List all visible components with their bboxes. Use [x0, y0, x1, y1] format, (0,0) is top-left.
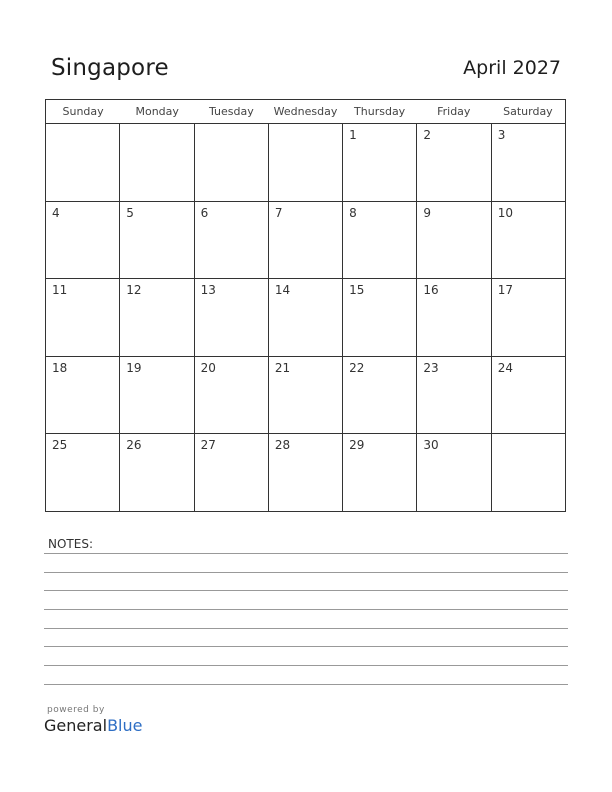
day-cell [492, 357, 565, 434]
day-cell [417, 434, 491, 511]
note-line [44, 646, 568, 647]
day-number: 1 [349, 128, 357, 142]
day-number: 27 [200, 438, 216, 453]
week-row-4 [46, 357, 565, 435]
day-cell [417, 279, 491, 356]
day-number: 4 [52, 205, 60, 220]
month-calendar-grid [45, 99, 566, 512]
day-number: 29 [349, 438, 365, 453]
weekday-thursday: Thursday [354, 105, 406, 118]
day-number: 14 [274, 283, 291, 298]
day-cell [46, 202, 120, 279]
day-cell [343, 434, 417, 511]
weekday-friday: Friday [437, 105, 471, 118]
day-cell [492, 202, 565, 279]
day-cell [195, 357, 269, 434]
day-cell [417, 124, 491, 201]
day-number: 15 [349, 283, 365, 298]
day-cell [343, 357, 417, 434]
note-line [44, 684, 568, 685]
day-cell [46, 434, 120, 511]
day-cell [492, 434, 565, 511]
weekday-header-row [46, 100, 565, 124]
calendar-weeks [46, 124, 565, 511]
day-cell [195, 124, 269, 201]
note-line [44, 572, 568, 573]
day-cell [269, 434, 343, 511]
day-number: 7 [274, 205, 283, 220]
note-line [44, 609, 568, 610]
day-cell [46, 124, 120, 201]
day-number: 12 [126, 283, 142, 298]
day-number: 16 [423, 283, 439, 298]
day-number: 19 [126, 360, 142, 375]
day-number: 11 [52, 283, 68, 298]
day-cell [492, 124, 565, 201]
day-number: 3 [497, 128, 506, 142]
calendar-month-year: April 2027 [463, 57, 561, 79]
week-row-5 [46, 434, 565, 511]
day-cell [195, 202, 269, 279]
day-cell [343, 124, 417, 201]
day-cell [120, 357, 194, 434]
week-row-1 [46, 124, 565, 202]
day-number: 26 [126, 438, 142, 453]
day-cell [343, 279, 417, 356]
day-number: 20 [200, 360, 216, 375]
weekday-saturday: Saturday [503, 105, 553, 118]
day-number: 21 [274, 360, 291, 375]
day-number: 24 [497, 360, 513, 375]
day-cell [120, 279, 194, 356]
day-cell [195, 279, 269, 356]
day-cell [269, 279, 343, 356]
day-number: 18 [52, 360, 68, 375]
note-line [44, 665, 568, 666]
day-number: 25 [52, 438, 68, 453]
day-number: 5 [126, 205, 134, 220]
day-number: 9 [423, 205, 432, 220]
brand-general: General [44, 716, 108, 735]
day-cell [269, 357, 343, 434]
generalblue-logo [44, 716, 142, 735]
day-number: 30 [423, 438, 439, 453]
weekday-monday: Monday [135, 105, 179, 118]
day-cell [120, 434, 194, 511]
day-cell [417, 357, 491, 434]
day-number: 2 [423, 128, 432, 142]
calendar-country-title: Singapore [51, 55, 169, 81]
week-row-2 [46, 202, 565, 280]
powered-by-text: powered by [47, 705, 105, 715]
day-cell [492, 279, 565, 356]
day-cell [269, 124, 343, 201]
note-line [44, 553, 568, 554]
notes-label: NOTES: [48, 537, 93, 551]
weekday-wednesday: Wednesday [273, 105, 338, 118]
day-cell [195, 434, 269, 511]
day-number: 6 [200, 205, 209, 220]
weekday-tuesday: Tuesday [208, 105, 254, 118]
note-line [44, 590, 568, 591]
day-number: 17 [497, 283, 513, 298]
week-row-3 [46, 279, 565, 357]
day-number: 8 [349, 205, 357, 220]
day-cell [120, 124, 194, 201]
day-cell [417, 202, 491, 279]
day-number: 13 [200, 283, 216, 298]
day-number: 23 [423, 360, 439, 375]
brand-blue: Blue [107, 716, 143, 735]
day-cell [46, 357, 120, 434]
day-cell [46, 279, 120, 356]
day-number: 10 [497, 205, 513, 220]
weekday-sunday: Sunday [62, 105, 104, 118]
day-cell [269, 202, 343, 279]
day-number: 22 [349, 360, 365, 375]
day-cell [120, 202, 194, 279]
day-cell [343, 202, 417, 279]
day-number: 28 [274, 438, 291, 453]
note-line [44, 628, 568, 629]
